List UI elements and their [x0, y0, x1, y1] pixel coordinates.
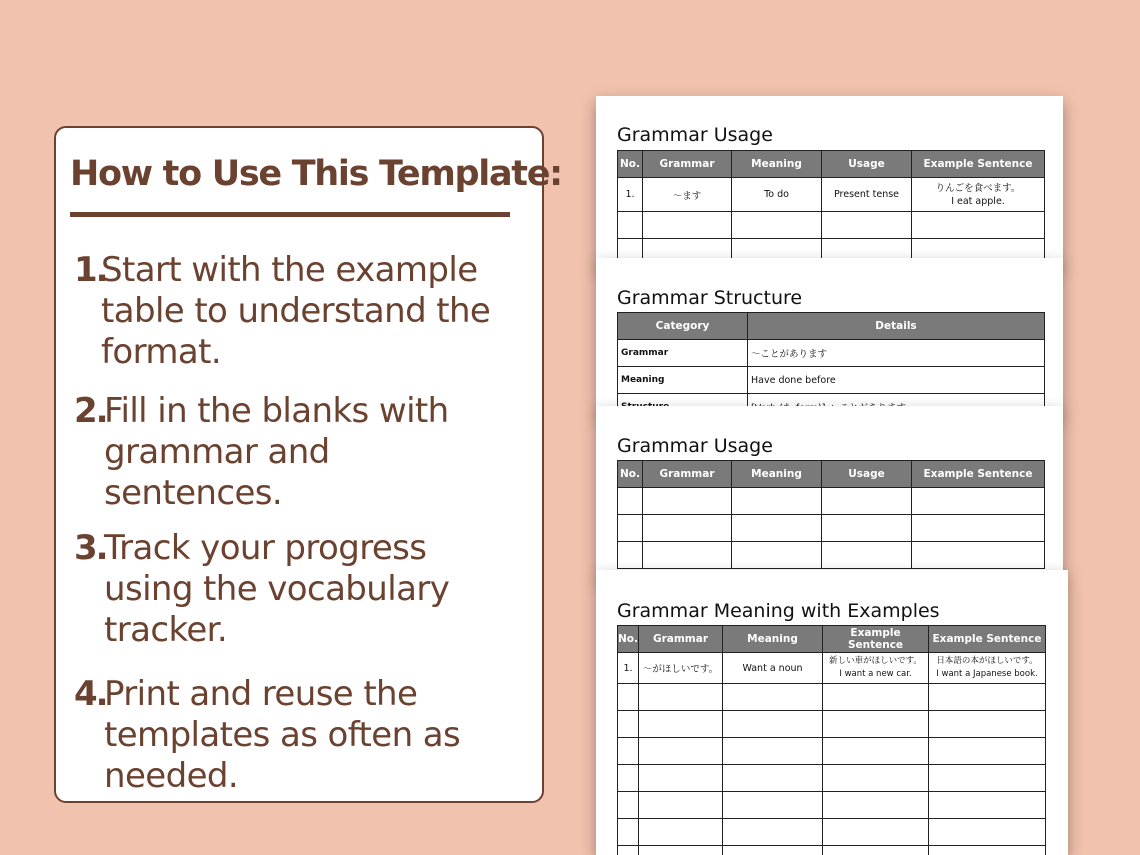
step-number: 1.: [74, 250, 107, 290]
sheet-title: Grammar Structure: [617, 287, 803, 309]
grammar-meaning-table: [617, 625, 1046, 855]
column-header: Grammar: [639, 626, 723, 653]
step-number: 3.: [74, 528, 107, 568]
table-header-row: [618, 461, 1045, 488]
worksheet-grammar-usage-example: [596, 96, 1063, 266]
step-text: Track your progress using the vocabulary tracker.: [104, 528, 450, 650]
example-english: I eat apple.: [951, 195, 1005, 207]
table-header-row: [618, 626, 1046, 653]
table-row: [618, 684, 1046, 711]
table-row: [618, 819, 1046, 846]
table-row: [618, 542, 1045, 569]
step-text: Start with the example table to understand the format.: [101, 250, 491, 372]
step-1: [74, 250, 544, 373]
step-2: [74, 391, 544, 514]
step-3: [74, 528, 544, 651]
cell-usage: Present tense: [822, 178, 912, 212]
cell-meaning: Want a noun: [723, 653, 823, 684]
worksheet-grammar-usage-blank: [596, 406, 1063, 576]
step-text: Fill in the blanks with grammar and sentences.: [104, 391, 449, 513]
column-header: Example Sentence: [912, 151, 1045, 178]
column-header: No.: [618, 151, 643, 178]
column-header: Example Sentence: [912, 461, 1045, 488]
column-header: Grammar: [643, 461, 732, 488]
cell-category: Meaning: [618, 367, 748, 394]
column-header: Category: [618, 313, 748, 340]
table-row: [618, 515, 1045, 542]
example-english: I want a Japanese book.: [936, 669, 1038, 679]
sheet-title: Grammar Meaning with Examples: [617, 600, 940, 622]
card-title: How to Use This Template:: [70, 154, 562, 194]
example-japanese: 新しい車がほしいです。: [829, 656, 922, 666]
table-row: [618, 367, 1045, 394]
column-header: Grammar: [643, 151, 732, 178]
instructions-card: [54, 126, 562, 803]
column-header: Example Sentence: [823, 626, 929, 653]
grammar-usage-blank-table: [617, 460, 1045, 569]
column-header: Usage: [822, 151, 912, 178]
table-row: [618, 765, 1046, 792]
table-row: [618, 792, 1046, 819]
column-header: Example Sentence: [929, 626, 1046, 653]
cell-category: Grammar: [618, 340, 748, 367]
cell-no: 1.: [618, 653, 639, 684]
step-number: 4.: [74, 674, 107, 714]
table-row: [618, 488, 1045, 515]
step-number: 2.: [74, 391, 107, 431]
worksheet-grammar-meaning-examples: [596, 570, 1068, 855]
table-row: [618, 738, 1046, 765]
example-japanese: りんごを食べます。: [935, 182, 1021, 194]
cell-grammar: 〜がほしいです。: [639, 653, 723, 684]
title-divider: [70, 212, 510, 217]
cell-details: Have done before: [748, 367, 1045, 394]
cell-grammar: 〜ます: [643, 178, 732, 212]
grammar-structure-table: [617, 312, 1045, 414]
table-header-row: [618, 151, 1045, 178]
column-header: Meaning: [732, 151, 822, 178]
sheet-title: Grammar Usage: [617, 124, 773, 146]
table-row: [618, 340, 1045, 367]
cell-meaning: To do: [732, 178, 822, 212]
grammar-usage-table: [617, 150, 1045, 266]
table-row: [618, 178, 1045, 212]
step-text: Print and reuse the templates as often as needed.: [104, 674, 461, 796]
cell-example-1: [823, 653, 929, 684]
column-header: Meaning: [732, 461, 822, 488]
example-japanese: 日本語の本がほしいです。: [936, 656, 1038, 666]
cell-details: 〜ことがあります: [748, 340, 1045, 367]
column-header: Details: [748, 313, 1045, 340]
column-header: Usage: [822, 461, 912, 488]
example-english: I want a new car.: [839, 669, 912, 679]
table-row: [618, 711, 1046, 738]
step-4: [74, 674, 544, 797]
table-row: [618, 653, 1046, 684]
table-header-row: [618, 313, 1045, 340]
cell-example: [912, 178, 1045, 212]
column-header: No.: [618, 461, 643, 488]
cell-example-2: [929, 653, 1046, 684]
table-row: [618, 846, 1046, 855]
column-header: Meaning: [723, 626, 823, 653]
sheet-title: Grammar Usage: [617, 435, 773, 457]
cell-no: 1.: [618, 178, 643, 212]
worksheet-grammar-structure: [596, 258, 1063, 414]
column-header: No.: [618, 626, 639, 653]
table-row: [618, 212, 1045, 239]
